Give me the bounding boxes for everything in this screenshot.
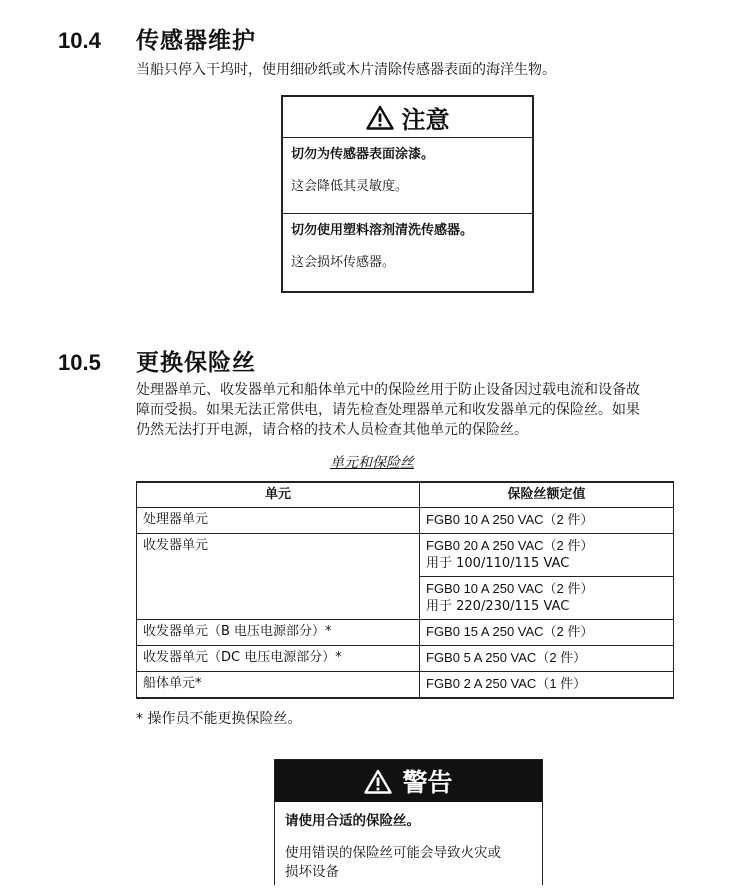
- table-header-row: [137, 482, 674, 508]
- unit-cell: 处理器单元: [137, 508, 420, 534]
- caution-item-bold: 切勿为传感器表面涂漆。: [291, 147, 435, 162]
- section-title: 传感器维护: [136, 28, 256, 54]
- table-row: [137, 508, 674, 534]
- table-row: [137, 646, 674, 672]
- rating-cell: FGB0 10 A 250 VAC（2 件） 用于 220/230/115 VAC: [420, 577, 674, 620]
- table-row: [137, 534, 674, 577]
- warning-box: [274, 759, 543, 885]
- body-line: 障而受损。如果无法正常供电，请先检查处理器单元和收发器单元的保险丝。如果: [136, 402, 640, 418]
- rating-cell: FGB0 2 A 250 VAC（1 件）: [420, 672, 674, 699]
- warning-bold: 请使用合适的保险丝。: [285, 813, 420, 829]
- unit-cell: 收发器单元: [137, 534, 420, 620]
- caution-item-bold: 切勿使用塑料溶剂清洗传感器。: [291, 223, 474, 238]
- section-10-4-heading: [58, 22, 256, 55]
- section-10-4-body: 当船只停入干坞时，使用细砂纸或木片清除传感器表面的海洋生物。: [136, 62, 556, 78]
- rating-note: 用于 220/230/115 VAC: [426, 599, 570, 614]
- warning-header: [275, 760, 542, 802]
- caution-header: [283, 97, 532, 138]
- caution-item-note: 这会损坏传感器。: [291, 255, 396, 270]
- section-number: 10.5: [58, 350, 101, 375]
- section-number: 10.4: [58, 28, 101, 53]
- rating-cell: FGB0 10 A 250 VAC（2 件）: [420, 508, 674, 534]
- unit-cell: 收发器单元（B 电压电源部分）*: [137, 620, 420, 646]
- body-line: 仍然无法打开电源，请合格的技术人员检查其他单元的保险丝。: [136, 422, 528, 438]
- caution-title: 注意: [401, 105, 450, 134]
- section-10-5-body: [136, 380, 640, 440]
- table-caption: 单元和保险丝: [330, 455, 414, 471]
- warning-triangle-icon: [366, 105, 394, 130]
- section-10-5-heading: [58, 344, 256, 377]
- rating-note: 用于 100/110/115 VAC: [426, 556, 570, 571]
- caution-item-note: 这会降低其灵敏度。: [291, 179, 409, 194]
- warning-title: 警告: [402, 768, 453, 797]
- footnote: * 操作员不能更换保险丝。: [136, 711, 302, 727]
- rating-cell: FGB0 15 A 250 VAC（2 件）: [420, 620, 674, 646]
- table-row: [137, 620, 674, 646]
- unit-cell: 船体单元*: [137, 672, 420, 699]
- caution-item: [283, 138, 532, 213]
- section-title: 更换保险丝: [136, 350, 256, 376]
- caution-box: [281, 95, 534, 293]
- warning-note: 使用错误的保险丝可能会导致火灾或 损坏设备: [285, 845, 501, 880]
- unit-cell: 收发器单元（DC 电压电源部分）*: [137, 646, 420, 672]
- caution-item: [283, 213, 532, 272]
- body-line: 处理器单元、收发器单元和船体单元中的保险丝用于防止设备因过载电流和设备故: [136, 382, 640, 398]
- fuse-table: [136, 481, 674, 699]
- rating-cell: FGB0 5 A 250 VAC（2 件）: [420, 646, 674, 672]
- warning-triangle-icon: [364, 769, 392, 794]
- column-header-unit: 单元: [137, 482, 420, 508]
- table-row: [137, 672, 674, 699]
- warning-body: [275, 802, 542, 890]
- rating-cell: FGB0 20 A 250 VAC（2 件） 用于 100/110/115 VAC: [420, 534, 674, 577]
- column-header-rating: 保险丝额定值: [420, 482, 674, 508]
